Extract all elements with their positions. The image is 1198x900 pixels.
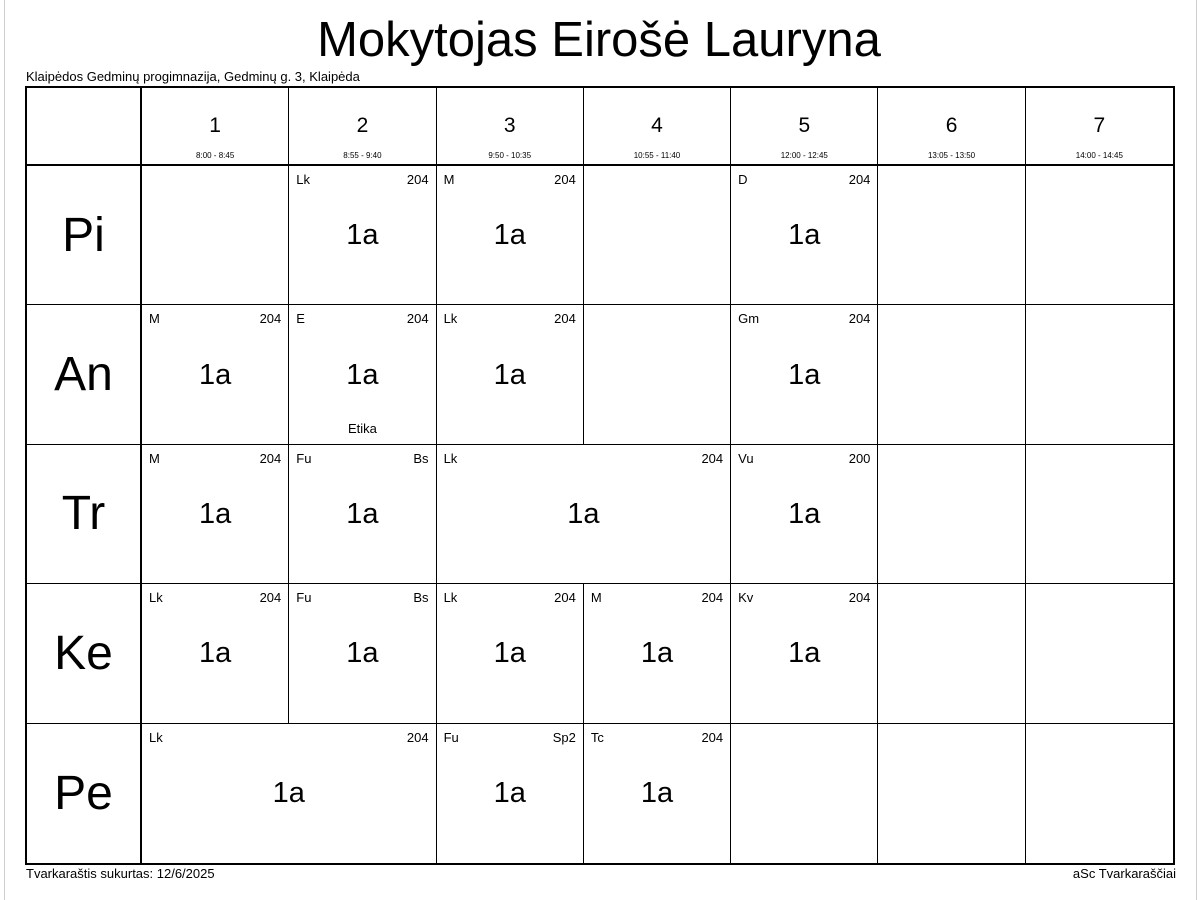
empty-slot (1026, 724, 1173, 863)
period-number: 1 (209, 114, 221, 137)
lesson-class: 1a (272, 777, 305, 810)
lesson-subject: Fu (296, 590, 312, 606)
lesson-subject: Fu (443, 729, 459, 745)
lesson-subject: Lk (296, 172, 311, 187)
lesson-room: 204 (701, 590, 724, 606)
lesson-subject: E (296, 311, 305, 327)
lesson-note: Etika (347, 420, 377, 436)
lesson-class: 1a (567, 497, 600, 530)
period-header (878, 88, 1025, 166)
corner-cell (27, 88, 142, 166)
lesson-subject: Lk (149, 590, 163, 606)
period-number: 4 (651, 114, 663, 137)
lesson-subject: M (149, 450, 160, 466)
lesson-class: 1a (493, 219, 526, 252)
period-time: 10:55 - 11:40 (633, 151, 681, 160)
lesson-cell[interactable] (731, 166, 878, 305)
lesson-subject: D (738, 172, 748, 187)
lesson-cell[interactable] (289, 584, 436, 723)
lesson-subject: Lk (149, 729, 163, 745)
lesson-class: 1a (346, 358, 379, 391)
lesson-class: 1a (493, 358, 526, 391)
lesson-cell[interactable] (731, 584, 878, 723)
lesson-subject: Tc (590, 729, 604, 745)
period-header (1026, 88, 1173, 166)
period-time: 12:00 - 12:45 (780, 151, 828, 160)
period-header (731, 88, 878, 166)
period-time: 8:55 - 9:40 (343, 151, 382, 160)
lesson-room: Sp2 (552, 729, 576, 745)
lesson-class: 1a (199, 497, 232, 530)
day-label: Pe (27, 724, 142, 863)
period-number: 6 (945, 114, 958, 137)
lesson-class: 1a (640, 637, 674, 670)
lesson-cell[interactable] (289, 445, 436, 584)
lesson-room: 204 (554, 590, 576, 606)
lesson-subject: Kv (738, 590, 754, 606)
lesson-class: 1a (346, 219, 379, 252)
lesson-class: 1a (640, 777, 674, 810)
lesson-room: Bs (413, 450, 429, 466)
empty-slot (878, 584, 1025, 723)
lesson-cell[interactable] (731, 445, 878, 584)
lesson-room: 204 (259, 450, 282, 466)
lesson-cell[interactable] (437, 445, 732, 584)
lesson-class: 1a (346, 637, 379, 670)
period-header (584, 88, 731, 166)
period-number: 7 (1093, 114, 1106, 137)
empty-slot (1026, 166, 1173, 305)
period-number: 5 (798, 114, 811, 137)
period-header (142, 88, 289, 166)
empty-slot (584, 305, 731, 444)
lesson-cell[interactable] (584, 724, 731, 863)
empty-slot (1026, 445, 1173, 584)
lesson-cell[interactable] (142, 445, 289, 584)
empty-slot (1026, 305, 1173, 444)
lesson-room: 204 (848, 590, 871, 606)
school-address: Klaipėdos Gedminų progimnazija, Gedminų g. 3, Klaipėda (26, 69, 360, 84)
lesson-subject: M (149, 311, 160, 327)
page-border-left (4, 0, 5, 900)
lesson-room: 204 (848, 311, 871, 327)
empty-slot (142, 166, 289, 305)
period-time: 9:50 - 10:35 (488, 151, 532, 160)
empty-slot (878, 445, 1025, 584)
lesson-subject: Lk (443, 311, 458, 327)
empty-slot (731, 724, 878, 863)
lesson-subject: Lk (443, 450, 458, 466)
page-title: Mokytojas Eirošė Lauryna (317, 13, 881, 67)
period-time: 14:00 - 14:45 (1075, 151, 1123, 160)
timetable-grid (25, 86, 1175, 865)
lesson-class: 1a (199, 358, 232, 391)
lesson-room: 200 (848, 450, 871, 466)
lesson-cell[interactable] (142, 724, 437, 863)
empty-slot (584, 166, 731, 305)
page-border-right (1196, 0, 1197, 900)
period-number: 3 (503, 114, 516, 137)
lesson-subject: Gm (738, 311, 760, 327)
lesson-cell[interactable] (437, 724, 584, 863)
empty-slot (1026, 584, 1173, 723)
lesson-class: 1a (346, 497, 379, 530)
lesson-room: 204 (406, 729, 429, 745)
day-label: Tr (27, 445, 142, 584)
lesson-subject: M (590, 590, 602, 606)
lesson-class: 1a (493, 637, 526, 670)
empty-slot (878, 166, 1025, 305)
lesson-room: 204 (406, 172, 429, 187)
lesson-room: 204 (701, 729, 724, 745)
lesson-class: 1a (493, 777, 526, 810)
lesson-cell[interactable] (289, 166, 436, 305)
period-header (289, 88, 436, 166)
lesson-room: 204 (848, 172, 871, 187)
lesson-room: 204 (701, 450, 724, 466)
empty-slot (878, 305, 1025, 444)
lesson-cell[interactable] (437, 305, 584, 444)
lesson-cell[interactable] (142, 305, 289, 444)
lesson-room: 204 (406, 311, 429, 327)
lesson-class: 1a (788, 219, 821, 252)
lesson-cell[interactable] (584, 584, 731, 723)
lesson-subject: Lk (443, 590, 458, 606)
day-label: Pi (27, 166, 142, 305)
lesson-room: Bs (413, 590, 429, 606)
day-label: An (27, 305, 142, 444)
period-time: 13:05 - 13:50 (927, 151, 976, 160)
lesson-class: 1a (788, 497, 821, 530)
lesson-subject: Fu (296, 450, 312, 466)
lesson-cell[interactable] (731, 305, 878, 444)
lesson-class: 1a (199, 637, 232, 670)
lesson-cell[interactable] (437, 166, 584, 305)
period-header (437, 88, 584, 166)
lesson-cell[interactable] (142, 584, 289, 723)
lesson-subject: Vu (738, 450, 754, 466)
period-number: 2 (356, 114, 369, 137)
empty-slot (878, 724, 1025, 863)
lesson-class: 1a (788, 637, 821, 670)
day-label: Ke (27, 584, 142, 723)
created-date: Tvarkaraštis sukurtas: 12/6/2025 (26, 866, 215, 881)
lesson-room: 204 (259, 311, 282, 327)
lesson-cell[interactable] (437, 584, 584, 723)
lesson-room: 204 (259, 590, 282, 606)
period-time: 8:00 - 8:45 (196, 151, 235, 160)
lesson-cell[interactable] (289, 305, 436, 444)
lesson-subject: M (443, 172, 455, 187)
lesson-room: 204 (554, 172, 576, 187)
brand-label: aSc Tvarkaraščiai (1072, 866, 1176, 881)
lesson-room: 204 (554, 311, 576, 327)
lesson-class: 1a (788, 358, 821, 391)
